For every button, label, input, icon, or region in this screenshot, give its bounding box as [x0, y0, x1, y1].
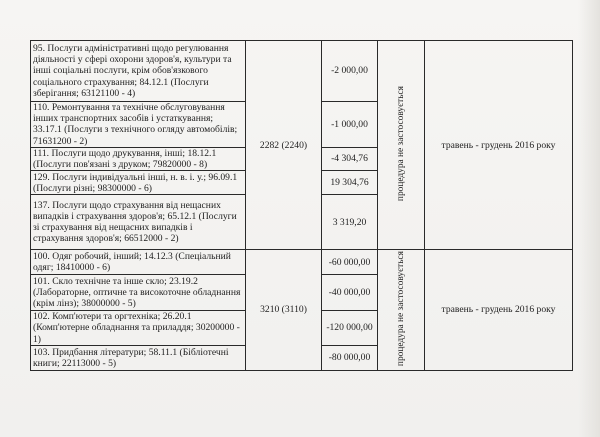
- procurement-table: [30, 40, 573, 371]
- procurement-procedure: [378, 250, 425, 371]
- procurement-procedure-text: процедура не застосовується: [395, 250, 406, 366]
- item-amount: -2 000,00: [322, 41, 378, 102]
- procurement-period: травень - грудень 2016 року: [425, 250, 573, 371]
- item-description: 100. Одяг робочий, інший; 14.12.3 (Спеціальний одяг; 18410000 - 6): [31, 250, 246, 275]
- item-amount: -80 000,00: [322, 345, 378, 370]
- item-description: 101. Скло технічне та інше скло; 23.19.2 (Лабораторне, оптичне та високоточне обладнання (крім лінз); 38000000 - 5): [31, 275, 246, 311]
- item-amount: -60 000,00: [322, 250, 378, 275]
- item-amount: 19 304,76: [322, 171, 378, 195]
- item-amount: 3 319,20: [322, 195, 378, 250]
- item-description: 103. Придбання літератури; 58.11.1 (Бібліотечні книги; 22113000 - 5): [31, 345, 246, 370]
- item-description: 137. Послуги щодо страхування від нещасних випадків і страхування здоров'я; 65.12.1 (Послуги зі страхування від нещасних випадків і страхування здоров'я; 66512000 - 2): [31, 195, 246, 250]
- item-description: 111. Послуги щодо друкування, інші; 18.12.1 (Послуги пов'язані з друком; 79820000 - 8): [31, 147, 246, 170]
- budget-code: 2282 (2240): [246, 41, 322, 250]
- table-row: [31, 41, 573, 102]
- procurement-procedure-text: процедура не застосовується: [395, 85, 406, 202]
- table-row: [31, 250, 573, 275]
- item-description: 129. Послуги індивідуальні інші, н. в. і. у.; 96.09.1 (Послуги різні; 98300000 - 6): [31, 171, 246, 195]
- item-description: 95. Послуги адміністративні щодо регулювання діяльності у сфері охорони здоров'я, культури та інші соціальні послуги, крім обов'язкового соціального страхування; 84.12.1 (Послуги зберігання; 63121100 - 4): [31, 41, 246, 102]
- item-amount: -1 000,00: [322, 102, 378, 148]
- page-edge-shadow: [578, 0, 600, 437]
- procurement-period: травень - грудень 2016 року: [425, 41, 573, 250]
- procurement-procedure: [378, 41, 425, 250]
- budget-code: 3210 (3110): [246, 250, 322, 371]
- item-amount: -40 000,00: [322, 275, 378, 311]
- item-description: 102. Комп'ютери та оргтехніка; 26.20.1 (Комп'ютерне обладнання та приладдя; 30200000 - 1): [31, 311, 246, 346]
- item-amount: -120 000,00: [322, 311, 378, 346]
- item-amount: -4 304,76: [322, 147, 378, 170]
- item-description: 110. Ремонтування та технічне обслуговування інших транспортних засобів і устаткування; 33.17.1 (Послуги з технічного огляду автомобілів; 71631200 - 2): [31, 102, 246, 148]
